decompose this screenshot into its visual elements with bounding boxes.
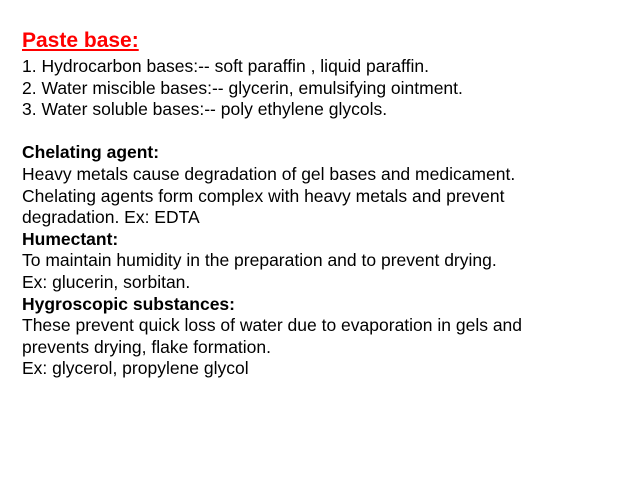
humectant-heading: Humectant: bbox=[22, 228, 119, 249]
hygroscopic-heading: Hygroscopic substances: bbox=[22, 293, 235, 314]
paste-base-item-water-miscible: 2. Water miscible bases:-- glycerin, emulsifying ointment. bbox=[22, 77, 463, 98]
slide-title: Paste base: bbox=[22, 29, 139, 52]
paste-base-item-water-soluble: 3. Water soluble bases:-- poly ethylene glycols. bbox=[22, 99, 388, 120]
paste-base-list bbox=[22, 56, 630, 121]
chelating-agent-heading: Chelating agent: bbox=[22, 142, 160, 163]
paste-base-item-hydrocarbon: 1. Hydrocarbon bases:-- soft paraffin , liquid paraffin. bbox=[22, 56, 429, 76]
slide-content bbox=[22, 28, 630, 380]
hygroscopic-section bbox=[22, 294, 630, 380]
chelating-agent-text-line: Chelating agents form complex with heavy metals and prevent bbox=[22, 185, 505, 206]
hygroscopic-text-line: These prevent quick loss of water due to evaporation in gels and bbox=[22, 315, 523, 336]
hygroscopic-text-line: prevents drying, flake formation. bbox=[22, 336, 272, 357]
blank-line bbox=[22, 121, 630, 143]
chelating-agent-text-line: degradation. Ex: EDTA bbox=[22, 207, 200, 228]
hygroscopic-text-line: Ex: glycerol, propylene glycol bbox=[22, 358, 249, 379]
chelating-agent-text-line: Heavy metals cause degradation of gel bases and medicament. bbox=[22, 163, 516, 184]
chelating-agent-section bbox=[22, 142, 630, 228]
humectant-text-line: To maintain humidity in the preparation and to prevent drying. bbox=[22, 250, 497, 271]
humectant-text-line: Ex: glucerin, sorbitan. bbox=[22, 271, 191, 292]
humectant-section bbox=[22, 229, 630, 294]
